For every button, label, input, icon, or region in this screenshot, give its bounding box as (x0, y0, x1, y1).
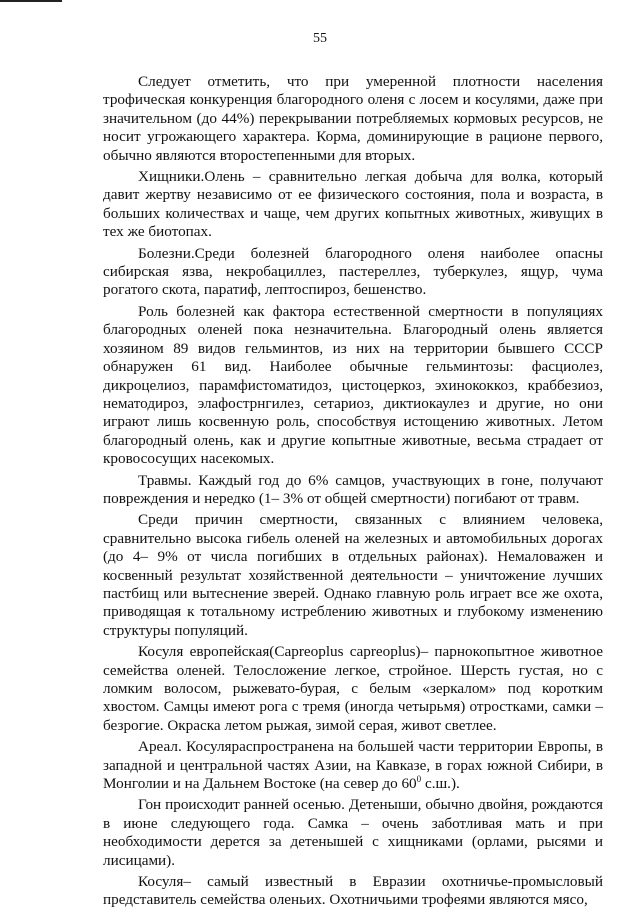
range-text: Ареал. Косуляраспространена на большей части территории Европы, в западной и центральной частях Азии, на Кавказе, в горах южной Сибири, в Монголии и на Дальнем Востоке (на север до 60 (103, 738, 603, 793)
paragraph-diseases: Болезни.Среди болезней благородного оленя наиболее опасны сибирская язва, некробациллез, пастереллез, туберкулез, ящур, чума рогатого скота, паратиф, лептоспироз, бешенство. (103, 244, 603, 299)
paragraph-rut: Гон происходит ранней осенью. Детеныши, обычно двойня, рождаются в июне следующего года. Самка – очень заботливая мать и при необходимости дерется за детенышей с хищниками (орлами, рысями и лисицами). (103, 796, 603, 869)
scan-edge-mark (0, 0, 62, 2)
paragraph-hunting: Косуля– самый известный в Евразии охотничье-промысловый представитель семейства оленьих. Охотничьими трофеями являются мясо, (103, 873, 603, 909)
page-number: 55 (313, 31, 327, 46)
paragraph-range (103, 738, 603, 793)
paragraph-injuries: Травмы. Каждый год до 6% самцов, участвующих в гоне, получают повреждения и нередко (1– 3% от общей смертности) погибают от травм. (103, 471, 603, 507)
paragraph-disease-role: Роль болезней как фактора естественной смертности в популяциях благородных оленей пока незначительна. Благородный олень является хозяином 89 видов гельминтов, из них на территории бывшего СССР обнаружен 61 вид. Наиболее обычные гельминтозы: фасциолез, дикроцелиоз, парамфистоматидоз, цистоцеркоз, эхинококкоз, краббезиоз, нематодироз, элафострнгилез, сетариоз, диктиокаулез и другие, но они играют лишь косвенную роль, способствуя истощению животных. Летом благородный олень, как и другие копытные животные, весьма страдает от кровососущих насекомых. (103, 302, 603, 468)
degree-mark: 0 (416, 773, 422, 784)
paragraph-human-impact: Среди причин смертности, связанных с влиянием человека, сравнительно высока гибель оленей на железных и автомобильных дорогах (до 4– 9% от числа погибших в отдельных районах). Немаловажен и косвенный результат хозяйственной деятельности – уничтожение лучших пастбищ или вытеснение зверей. Однако главную роль играет все же охота, приводящая к тотальному истреблению животных и глубокому изменению структуры популяций. (103, 511, 603, 639)
text-body (103, 73, 603, 910)
paragraph-predators: Хищники.Олень – сравнительно легкая добыча для волка, который давит жертву независимо от ее физического состояния, пола и возраста, в больших количествах и чаще, чем других копытных животных, живущих в тех же биотопах. (103, 168, 603, 241)
paragraph-competition: Следует отметить, что при умеренной плотности населения трофическая конкуренция благородного оленя с лосем и косулями, даже при значительном (до 44%) перекрывании потребляемых кормовых ресурсов, не носит угрожающего характера. Корма, доминирующие в рационе первого, обычно являются второстепенными для вторых. (103, 73, 603, 164)
paragraph-roe-deer: Косуля европейская(Capreoplus capreoplus)– парнокопытное животное семейства оленей. Телосложение легкое, стройное. Шерсть густая, но с ломким волосом, рыжевато-бурая, с белым «зеркалом» под коротким хвостом. Самцы имеют рога с тремя (иногда четырьмя) отростками, самки – безрогие. Окраска летом рыжая, зимой серая, живот светлее. (103, 643, 603, 734)
range-text-end: с.ш.). (421, 775, 460, 793)
